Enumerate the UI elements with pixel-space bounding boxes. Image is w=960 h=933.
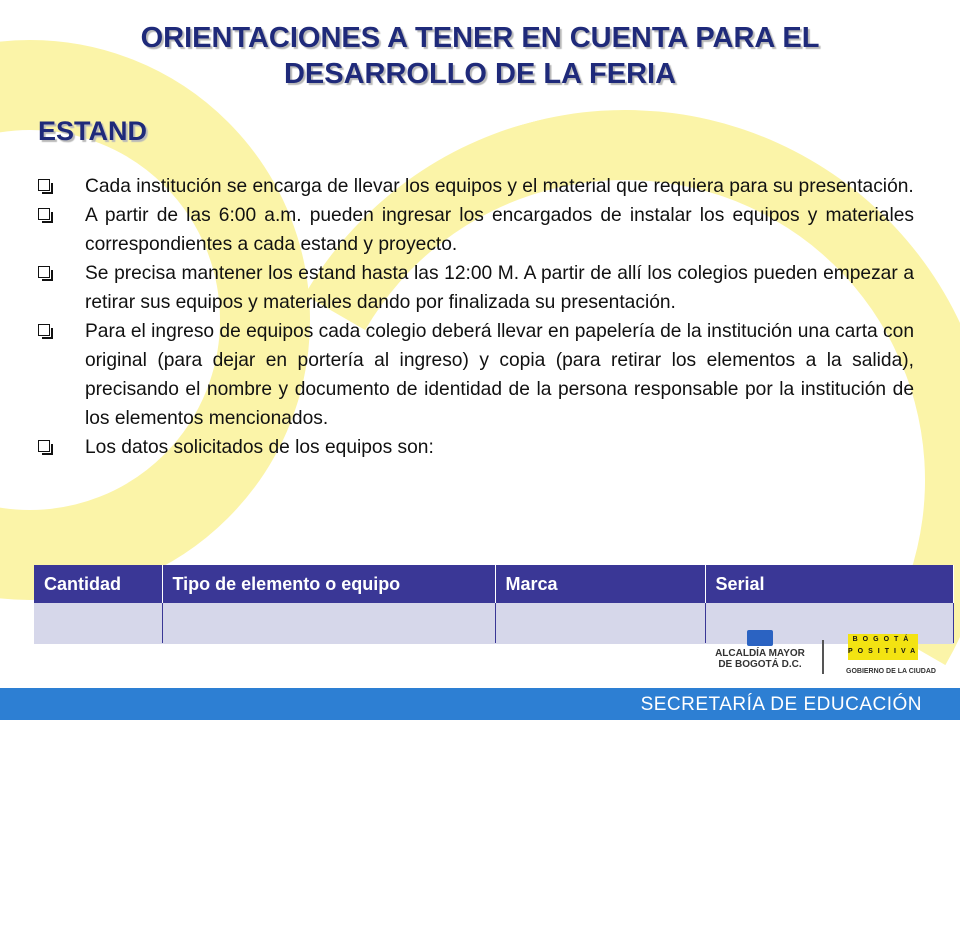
column-header-marca: Marca xyxy=(495,565,705,603)
logo-divider xyxy=(822,640,824,674)
table-header-row xyxy=(34,565,954,603)
bullet-item xyxy=(34,201,914,259)
alcaldia-line2: DE BOGOTÁ D.C. xyxy=(718,659,802,670)
page-title xyxy=(60,20,900,92)
bullet-list xyxy=(34,172,914,462)
bullet-item xyxy=(34,259,914,317)
alcaldia-logo xyxy=(710,630,810,670)
checkbox-bullet-icon xyxy=(38,266,50,278)
background-swoosh-right xyxy=(172,27,960,933)
bullet-item xyxy=(34,433,914,462)
bullet-text: A partir de las 6:00 a.m. pueden ingresar los encargados de instalar los equipos y materiales correspondientes a cada estand y proyecto. xyxy=(85,205,914,255)
logos xyxy=(700,630,960,682)
section-heading: ESTAND xyxy=(38,116,148,146)
bullet-text: Para el ingreso de equipos cada colegio deberá llevar en papelería de la institución una carta con original (para dejar en portería al ingreso) y copia (para retirar los elementos a la salida), precisando el nombre y documento de identidad de la persona responsable por la institución de los elementos mencionados. xyxy=(85,321,914,429)
alcaldia-line1: ALCALDÍA MAYOR xyxy=(715,648,805,659)
bullet-item xyxy=(34,172,914,201)
checkbox-bullet-icon xyxy=(38,440,50,452)
table-cell xyxy=(495,603,705,644)
page-title-line2: DESARROLLO DE LA FERIA xyxy=(283,58,677,90)
bullet-text: Se precisa mantener los estand hasta las 12:00 M. A partir de allí los colegios pueden empezar a retirar sus equipos y materiales dando por finalizada su presentación. xyxy=(85,263,914,313)
checkbox-bullet-icon xyxy=(38,324,50,336)
gobierno-label: GOBIERNO DE LA CIUDAD xyxy=(846,668,936,675)
bogota-positiva-logo xyxy=(848,634,921,660)
bullet-text: Los datos solicitados de los equipos son: xyxy=(85,437,434,458)
table-cell xyxy=(162,603,495,644)
footer-text: SECRETARÍA DE EDUCACIÓN xyxy=(640,694,922,715)
bullet-text: Cada institución se encarga de llevar los equipos y el material que requiera para su presentación. xyxy=(85,176,914,197)
column-header-tipo: Tipo de elemento o equipo xyxy=(162,565,495,603)
bogota-crest-icon xyxy=(747,630,773,646)
column-header-serial: Serial xyxy=(705,565,954,603)
checkbox-bullet-icon xyxy=(38,208,50,220)
bogota-logo-bottom: POSITIVA xyxy=(848,648,921,655)
column-header-cantidad: Cantidad xyxy=(34,565,162,603)
footer-bar xyxy=(0,688,960,720)
bogota-logo-top: BOGOTÁ xyxy=(852,636,914,643)
page-title-line1: ORIENTACIONES A TENER EN CUENTA PARA EL xyxy=(140,22,820,54)
bullet-item xyxy=(34,317,914,433)
table-cell xyxy=(34,603,162,644)
checkbox-bullet-icon xyxy=(38,179,50,191)
